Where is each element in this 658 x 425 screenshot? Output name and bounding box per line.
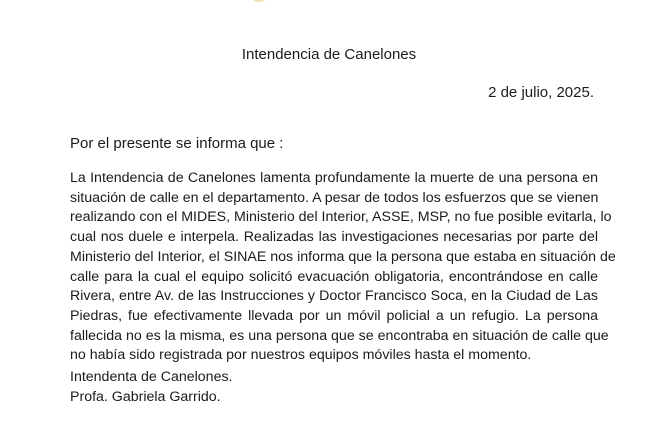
body-line: calle para la cual el equipo solicitó evacuación obligatoria, encontrándose en calle — [70, 268, 598, 285]
body-line: Piedras, fue efectivamente llevada por un móvil policial a un refugio. La persona — [70, 307, 598, 324]
signature-block — [70, 368, 233, 407]
body-line: Ministerio del Interior, el SINAE nos informa que la persona que estaba en situación de — [70, 248, 616, 265]
body-line: Rivera, entre Av. de las Instrucciones y Doctor Francisco Soca, en la Ciudad de Las — [70, 288, 598, 305]
body-line: realizando con el MIDES, Ministerio del Interior, ASSE, MSP, no fue posible evitarla, lo — [70, 209, 612, 226]
document-date: 2 de julio, 2025. — [488, 84, 594, 101]
body-line: cual nos duele e interpela. Realizadas las investigaciones necesarias por parte del — [70, 229, 598, 246]
signature-title: Intendenta de Canelones. — [70, 369, 233, 385]
document-heading: Intendencia de Canelones — [241, 46, 417, 63]
body-line: La Intendencia de Canelones lamenta profundamente la muerte de una persona en — [70, 170, 598, 186]
corner-mark — [252, 0, 266, 2]
body-line: no había sido registrada por nuestros equipos móviles hasta el momento. — [70, 347, 532, 364]
body-line: situación de calle en el departamento. A pesar de todos los esfuerzos que se vienen — [70, 189, 599, 206]
signature-name: Profa. Gabriela Garrido. — [70, 388, 221, 405]
body-line: fallecida no es la misma, es una persona que se encontraba en situación de calle que — [70, 327, 609, 344]
intro-line: Por el presente se informa que : — [70, 135, 284, 152]
body-paragraph — [70, 169, 616, 366]
